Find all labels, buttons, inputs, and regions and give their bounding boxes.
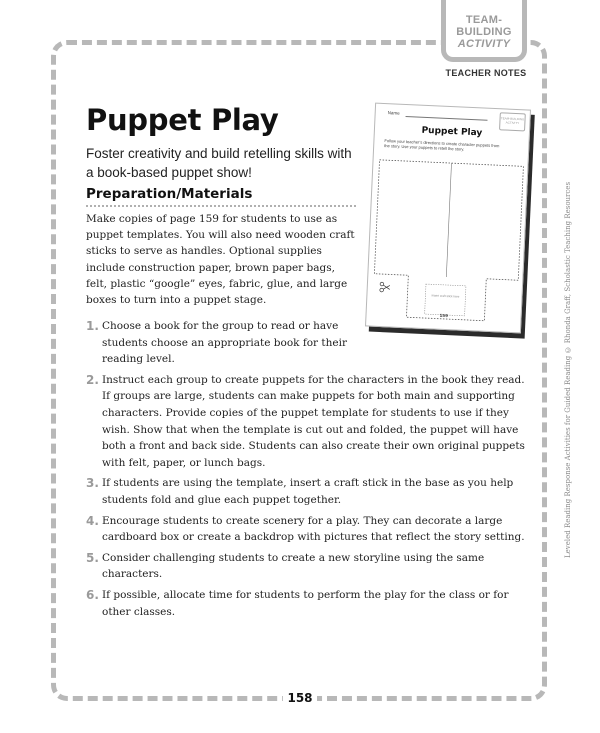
puppet-template-thumbnail [365,103,531,334]
step-text: Consider challenging students to create a new storyline using the same characters. [102,551,485,581]
activity-tab-line-2: BUILDING [456,26,512,38]
activity-tab-line-3: ACTIVITY [457,38,511,50]
page-title: Puppet Play [86,103,279,137]
puppet-template-outline [366,104,532,335]
step-text: Instruct each group to create puppets for the characters in the book they read. If groups are large, students can make puppets for both main and supporting characters. Provide copies of the puppet template for students to use if they wish. Show that when the template is cut out and folded, the puppet will have both a front and back side. Students can also create their own original puppets with felt, paper, or lunch bags. [102,373,525,469]
steps-list [86,318,526,624]
activity-tab [441,0,527,62]
list-item [86,372,526,472]
list-item [86,318,347,368]
side-credit-text: Leveled Reading Response Activities for Guided Reading © Rhonda Graff, Scholastic Teaching Resources [564,181,572,559]
template-base-box [425,284,466,319]
step-number: 4. [86,513,99,528]
step-text: If possible, allocate time for students to perform the play for the class or for other classes. [102,588,509,618]
teacher-notes-label: TEACHER NOTES [445,68,527,78]
preparation-heading: Preparation/Materials [86,186,253,202]
list-item [86,587,526,620]
heading-divider [86,205,356,209]
page-number: 158 [283,688,317,708]
list-item [86,475,526,508]
list-item [86,550,526,583]
activity-tab-line-1: TEAM- [465,14,503,26]
template-fold-line [446,163,451,277]
thumbnail-tab: TEAM-BUILDING ACTIVITY [499,112,526,131]
step-text: Encourage students to create scenery for a play. They can decorate a large cardboard box or create a backdrop with pictures that reflect the story setting. [102,514,525,544]
preparation-text: Make copies of page 159 for students to use as puppet templates. You will also need wooden craft sticks to serve as handles. Optional supplies include construction paper, brown paper bags, felt, plastic “google” eyes, fabric, glue, and large boxes to turn into a puppet stage. [86,213,355,307]
step-text: Choose a book for the group to read or have students choose an appropriate book for their reading level. [102,320,347,366]
scissors-icon [380,282,390,292]
thumbnail-page-number: 159 [439,312,449,319]
thumbnail-name-label: Name [387,110,400,116]
step-number: 2. [86,372,99,387]
step-number: 1. [86,319,99,333]
template-fold-label: Insert craft stick here [431,293,460,299]
thumbnail-instructions: Follow your teacher’s directions to create character puppets from the story. Use your puppets to retell the story. [384,138,500,152]
intro-text: Foster creativity and build retelling skills with a book-based puppet show! [86,146,352,180]
step-text: If students are using the template, insert a craft stick in the base as you help students fold and glue each puppet together. [102,477,514,506]
step-number: 6. [86,587,99,602]
list-item [86,513,526,546]
thumbnail-title: Puppet Play [421,125,483,139]
step-number: 5. [86,550,99,565]
step-number: 3. [86,476,99,491]
